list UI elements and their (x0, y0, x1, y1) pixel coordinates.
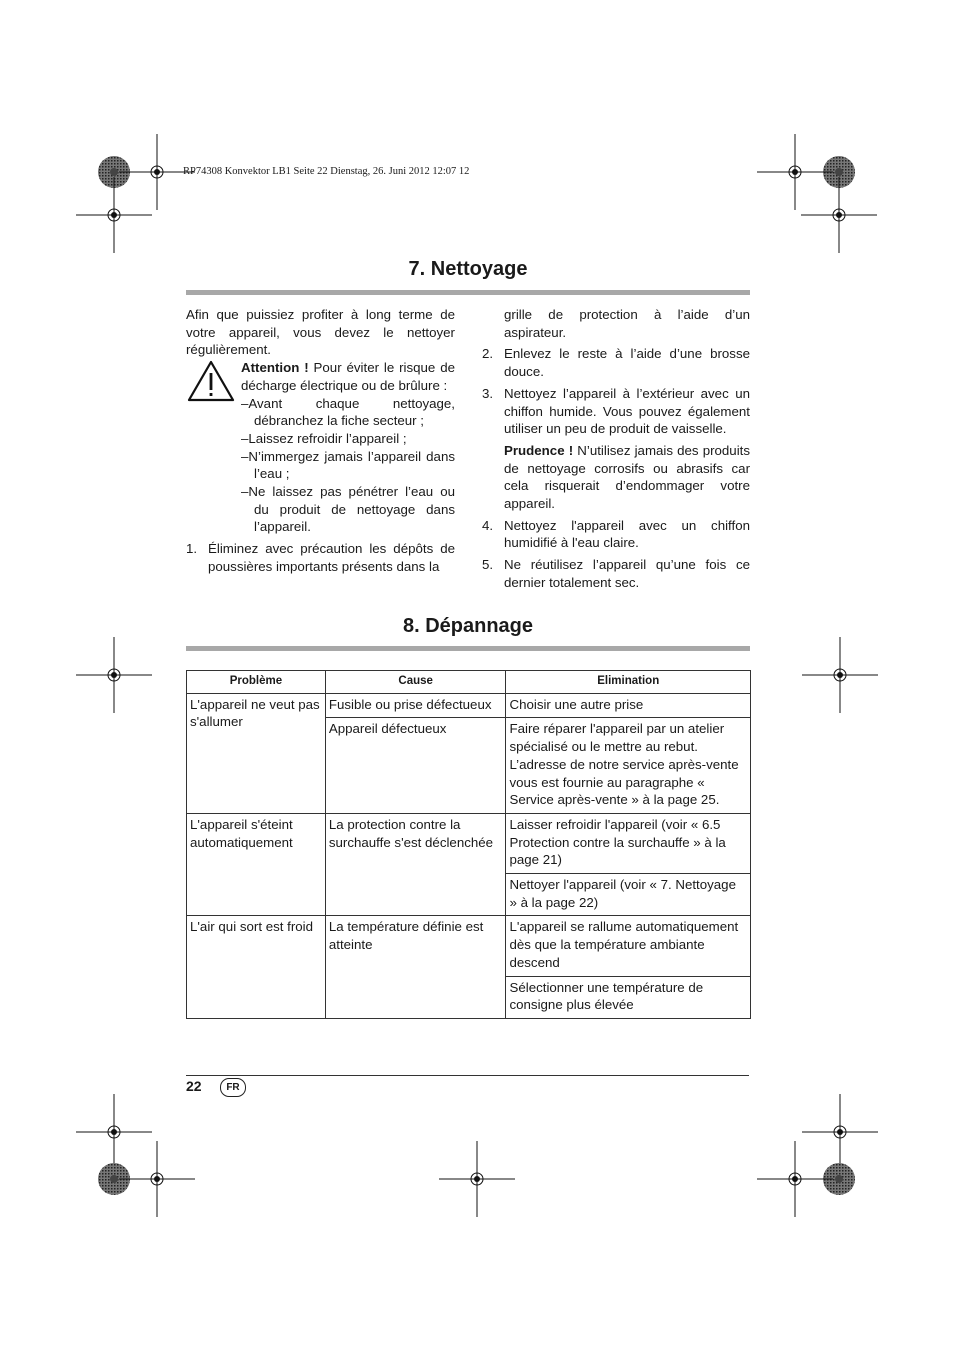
step-item (186, 540, 455, 575)
solution-cell: Faire réparer l'appareil par un atelier spécialisé ou le mettre au rebut. L’adresse de notre service après-vente vous est fournie au paragraphe « Service après-vente » à la page 25. (506, 718, 751, 814)
step-number: 2. (482, 346, 494, 362)
column-header: Problème (187, 671, 326, 694)
step-text: Nettoyez l'appareil avec un chiffon humidifié à l'eau claire. (504, 517, 750, 551)
page-number: 22 (186, 1078, 202, 1094)
cause-cell: La protection contre la surchauffe s'est déclenchée (325, 813, 506, 916)
solution-cell: Choisir une autre prise (506, 693, 751, 718)
step-number: 5. (482, 557, 494, 573)
table-row (187, 693, 751, 718)
problem-cell: L'appareil ne veut pas s'allumer (187, 693, 326, 813)
step-item (482, 556, 750, 591)
steps-list-part1 (186, 540, 455, 575)
troubleshooting-table (186, 670, 751, 1019)
step-item (482, 345, 750, 380)
solution-cell: Laisser refroidir l'appareil (voir « 6.5 Protection contre la surchauffe » à la page 21) (506, 813, 751, 873)
attention-text: Pour éviter le risque de décharge électrique ou de brûlure : (241, 360, 455, 393)
language-badge: FR (220, 1078, 246, 1097)
step-text: Enlevez le reste à l’aide d’une brosse douce. (504, 346, 750, 380)
solution-cell: Nettoyer l'appareil (voir « 7. Nettoyage » à la page 22) (506, 874, 751, 916)
print-slug-header: RP74308 Konvektor LB1 Seite 22 Dienstag, 26. Juni 2012 12:07 12 (183, 166, 470, 177)
step-number: 4. (482, 517, 494, 533)
step-item-continued (482, 306, 750, 341)
solution-cell: Sélectionner une température de consigne plus élevée (506, 976, 751, 1018)
step-item (482, 517, 750, 552)
section-title-depannage: 8. Dépannage (402, 615, 534, 637)
section-divider (186, 290, 750, 295)
section-title-nettoyage: 7. Nettoyage (408, 258, 528, 280)
step-text: Ne réutilisez l’appareil qu’une fois ce dernier totalement sec. (504, 557, 750, 590)
prudence-label: Prudence ! (504, 442, 574, 458)
section-divider (186, 646, 750, 651)
step-text: grille de protection à l’aide d’un aspirateur. (504, 307, 750, 340)
attention-item: –Avant chaque nettoyage, débranchez la fiche secteur ; (241, 395, 455, 429)
attention-item: –N’immergez jamais l’appareil dans l’eau ; (241, 448, 455, 482)
warning-triangle-icon (186, 359, 236, 403)
cause-cell: Appareil défectueux (325, 718, 506, 814)
step-text: Nettoyez l’appareil à l’extérieur avec un chiffon humide. Vous pouvez également utiliser un peu de produit de vaisselle. (504, 385, 750, 437)
steps-list-part2 (482, 306, 750, 592)
problem-cell: L'air qui sort est froid (187, 916, 326, 1019)
attention-block (186, 359, 455, 536)
step-number: 3. (482, 385, 494, 401)
attention-item: –Laissez refroidir l’appareil ; (241, 430, 407, 446)
solution-cell: L'appareil se rallume automatiquement dès que la température ambiante descend (506, 916, 751, 976)
left-column (186, 306, 455, 576)
cause-cell: Fusible ou prise défectueux (325, 693, 506, 718)
column-header: Elimination (506, 671, 751, 694)
table-row (187, 813, 751, 873)
right-column (482, 306, 750, 592)
prudence-text: N’utilisez jamais des produits de nettoyage corrosifs ou abrasifs car cela risquerait d’endommager votre appareil. (504, 442, 751, 512)
column-header: Cause (325, 671, 506, 694)
attention-item: –Ne laissez pas pénétrer l’eau ou du produit de nettoyage dans l’appareil. (241, 484, 455, 535)
cause-cell: La température définie est atteinte (325, 916, 506, 1019)
step-text: Éliminez avec précaution les dépôts de poussières importants présents dans la (208, 541, 455, 574)
footer-rule (186, 1075, 749, 1076)
intro-paragraph: Afin que puissiez profiter à long terme de votre appareil, vous devez le nettoyer régulièrement. (186, 307, 455, 358)
table-header-row (187, 671, 751, 694)
step-item (482, 385, 750, 513)
attention-label: Attention ! (241, 360, 309, 376)
step-number: 1. (186, 541, 198, 557)
table-row (187, 916, 751, 976)
problem-cell: L'appareil s'éteint automatiquement (187, 813, 326, 916)
prudence-note (504, 442, 750, 513)
